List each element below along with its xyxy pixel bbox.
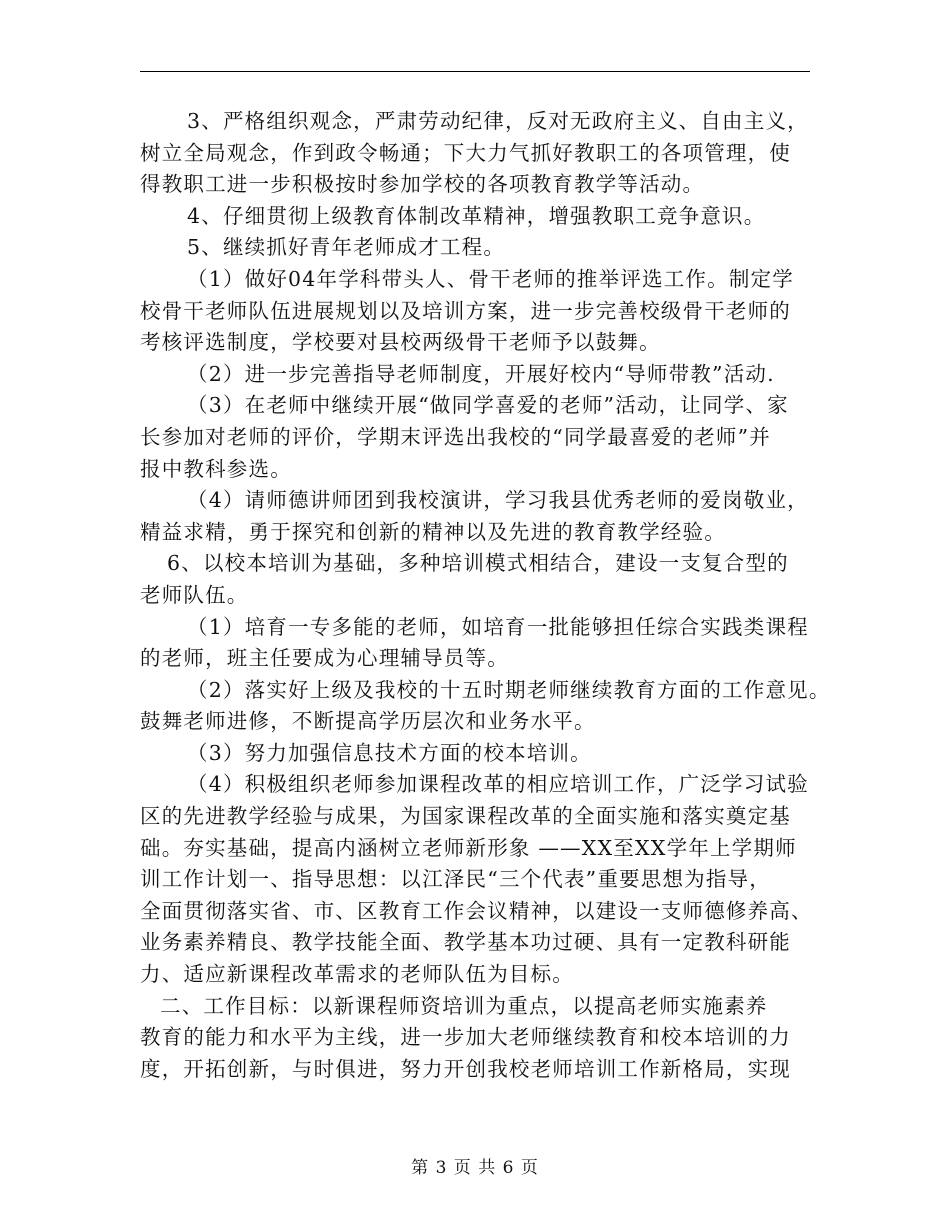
text-line: 6、以校本培训为基础，多种培训模式相结合，建设一支复合型的 (167, 551, 789, 576)
text-line: （3）努力加强信息技术方面的校本培训。 (187, 740, 592, 765)
text-line: 得教职工进一步积极按时参加学校的各项教育教学等活动。 (140, 172, 705, 197)
text-line: （3）在老师中继续开展“做同学喜爱的老师”活动，让同学、家 (187, 393, 789, 418)
text-line: 教育的能力和水平为主线，进一步加大老师继续教育和校本培训的力 (140, 1025, 791, 1050)
text-line: （2）进一步完善指导老师制度，开展好校内“导师带教”活动. (187, 361, 775, 386)
text-line: 5、继续抓好青年老师成才工程。 (187, 235, 506, 260)
text-line: （2）落实好上级及我校的十五时期老师继续教育方面的工作意见。 (187, 677, 831, 702)
text-line: 长参加对老师的评价，学期末评选出我校的“同学最喜爱的老师”并 (140, 424, 771, 449)
text-line: 树立全局观念，作到政令畅通；下大力气抓好教职工的各项管理，使 (140, 140, 791, 165)
text-line: 校骨干老师队伍进展规划以及培训方案，进一步完善校级骨干老师的 (140, 298, 791, 323)
text-line: 区的先进教学经验与成果，为国家课程改革的全面实施和落实奠定基 (140, 804, 791, 829)
text-line: （1）培育一专多能的老师，如培育一批能够担任综合实践类课程 (187, 614, 809, 639)
text-line: 全面贯彻落实省、市、区教育工作会议精神，以建设一支师德修养高、 (140, 898, 813, 923)
text-line: 度，开拓创新，与时俱进，努力开创我校老师培训工作新格局，实现 (140, 1056, 791, 1081)
text-line: （4）请师德讲师团到我校演讲，学习我县优秀老师的爱岗敬业， (187, 488, 809, 513)
text-line: 的老师，班主任要成为心理辅导员等。 (140, 646, 509, 671)
text-line: 业务素养精良、教学技能全面、教学基本功过硬、具有一定教科研能 (140, 930, 791, 955)
text-line: 老师队伍。 (140, 582, 249, 607)
page-number: 第 3 页 共 6 页 (411, 1158, 539, 1178)
document-body (140, 106, 831, 1085)
text-line: 训工作计划一、指导思想：以江泽民“三个代表”重要思想为指导， (140, 867, 771, 892)
text-line: 3、严格组织观念，严肃劳动纪律，反对无政府主义、自由主义， (187, 109, 809, 133)
header-rule (140, 71, 810, 72)
text-line: 考核评选制度，学校要对县校两级骨干老师予以鼓舞。 (140, 330, 661, 355)
text-line: 4、仔细贯彻上级教育体制改革精神，增强教职工竞争意识。 (187, 203, 766, 228)
text-line: 精益求精，勇于探究和创新的精神以及先进的教育教学经验。 (140, 519, 726, 544)
text-line: （1）做好04年学科带头人、骨干老师的推举评选工作。制定学 (187, 266, 794, 291)
text-line: （4）积极组织老师参加课程改革的相应培训工作，广泛学习试验 (187, 772, 809, 797)
text-line: 鼓舞老师进修，不断提高学历层次和业务水平。 (140, 709, 596, 734)
text-line: 力、适应新课程改革需求的老师队伍为目标。 (140, 962, 574, 987)
text-line: 础。夯实基础，提高内涵树立老师新形象 ——XX至XX学年上学期师 (140, 835, 797, 860)
text-line: 二、工作目标：以新课程师资培训为重点，以提高老师实施素养 (160, 993, 768, 1018)
text-line: 报中教科参选。 (140, 456, 292, 481)
